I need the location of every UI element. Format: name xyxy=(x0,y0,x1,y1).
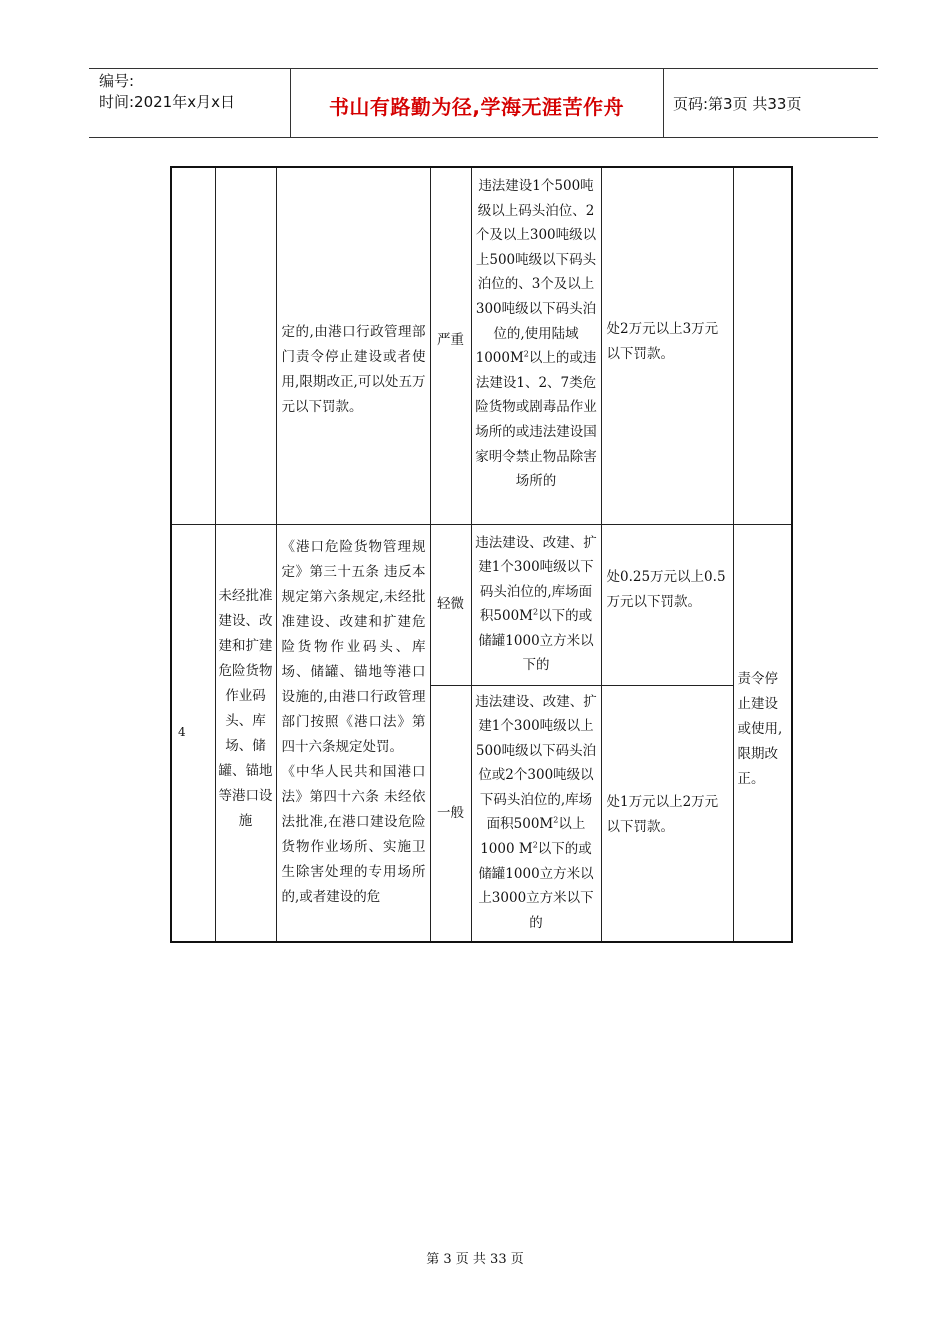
name-cell xyxy=(215,167,276,524)
basis-cell xyxy=(276,167,430,524)
document-number-label: 编号: xyxy=(99,72,135,90)
basis-text: 《港口危险货物管理规定》第三十五条 违反本规定第六条规定,未经批准建设、改建和扩建危险货物作业码头、库场、储罐、锚地等港口设施的,由港口行政管理部门按照《港口法》第四十六条规定处罚。 《中华人民共和国港口法》第四十六条 未经依法批准,在港口建设危险货物作业场所、实施卫生除害处理的专用场所的,或者建设的危 xyxy=(281,538,426,905)
item-number: 4 xyxy=(178,725,186,740)
condition-text: 违法建设1个500吨级以上码头泊位、2个及以上300吨级以上500吨级以下码头泊位的、3个及以上300吨级以下码头泊位的,使用陆域$1000M^2$以上的或违法建设1、2、7类危险货物或剧毒品作业场所的或违法建设国家明令禁止物品除害场所的 xyxy=(475,178,597,490)
item-name: 未经批准建设、改建和扩建危险货物作业码头、库场、储罐、锚地等港口设施 xyxy=(218,587,273,829)
level-cell xyxy=(430,685,471,942)
penalty-table xyxy=(170,166,793,943)
header-meta xyxy=(99,71,235,113)
level-cell xyxy=(430,167,471,524)
note-cell xyxy=(733,167,792,524)
header-divider xyxy=(663,69,664,137)
header-motto: 书山有路勤为径,学海无涯苦作舟 xyxy=(328,95,625,119)
condition-cell xyxy=(471,685,601,942)
condition-cell xyxy=(471,524,601,685)
level-label: 一般 xyxy=(437,804,464,821)
number-cell xyxy=(171,524,215,942)
condition-text: 违法建设、改建、扩建1个300吨级以下码头泊位的,库场面积$500M^2$以下的或储罐1000立方米以下的 xyxy=(475,534,597,674)
level-label: 严重 xyxy=(437,332,464,349)
penalty-cell xyxy=(601,524,733,685)
document-date-label: 时间:2021年x月x日 xyxy=(99,93,235,111)
number-cell xyxy=(171,167,215,524)
page-footer: 第 3 页 共 33 页 xyxy=(426,1252,524,1267)
penalty-cell xyxy=(601,685,733,942)
table-row xyxy=(171,524,792,685)
penalty-cell xyxy=(601,167,733,524)
condition-cell xyxy=(471,167,601,524)
note-cell xyxy=(733,524,792,942)
table-row xyxy=(171,167,792,524)
penalty-text: 处2万元以上3万元以下罚款。 xyxy=(606,320,719,362)
level-label: 轻微 xyxy=(437,596,464,612)
note-text: 责令停止建设或使用,限期改正。 xyxy=(737,671,783,788)
penalty-text: 处0.25万元以上0.5万元以下罚款。 xyxy=(606,568,726,610)
condition-text: 违法建设、改建、扩建1个300吨级以上500吨级以下码头泊位或2个300吨级以下码头泊位的,库场面积$500M^2$以上1000 $M^2$以下的或储罐1000立方米以上3000立方米以下的 xyxy=(475,693,597,931)
header-page-label: 页码:第3页 共33页 xyxy=(673,95,802,113)
basis-cell xyxy=(276,524,430,942)
level-cell xyxy=(430,524,471,685)
penalty-text: 处1万元以上2万元以下罚款。 xyxy=(606,794,719,836)
basis-text: 定的,由港口行政管理部门责令停止建设或者使用,限期改正,可以处五万元以下罚款。 xyxy=(281,323,426,415)
page-header xyxy=(89,68,878,138)
name-cell xyxy=(215,524,276,942)
